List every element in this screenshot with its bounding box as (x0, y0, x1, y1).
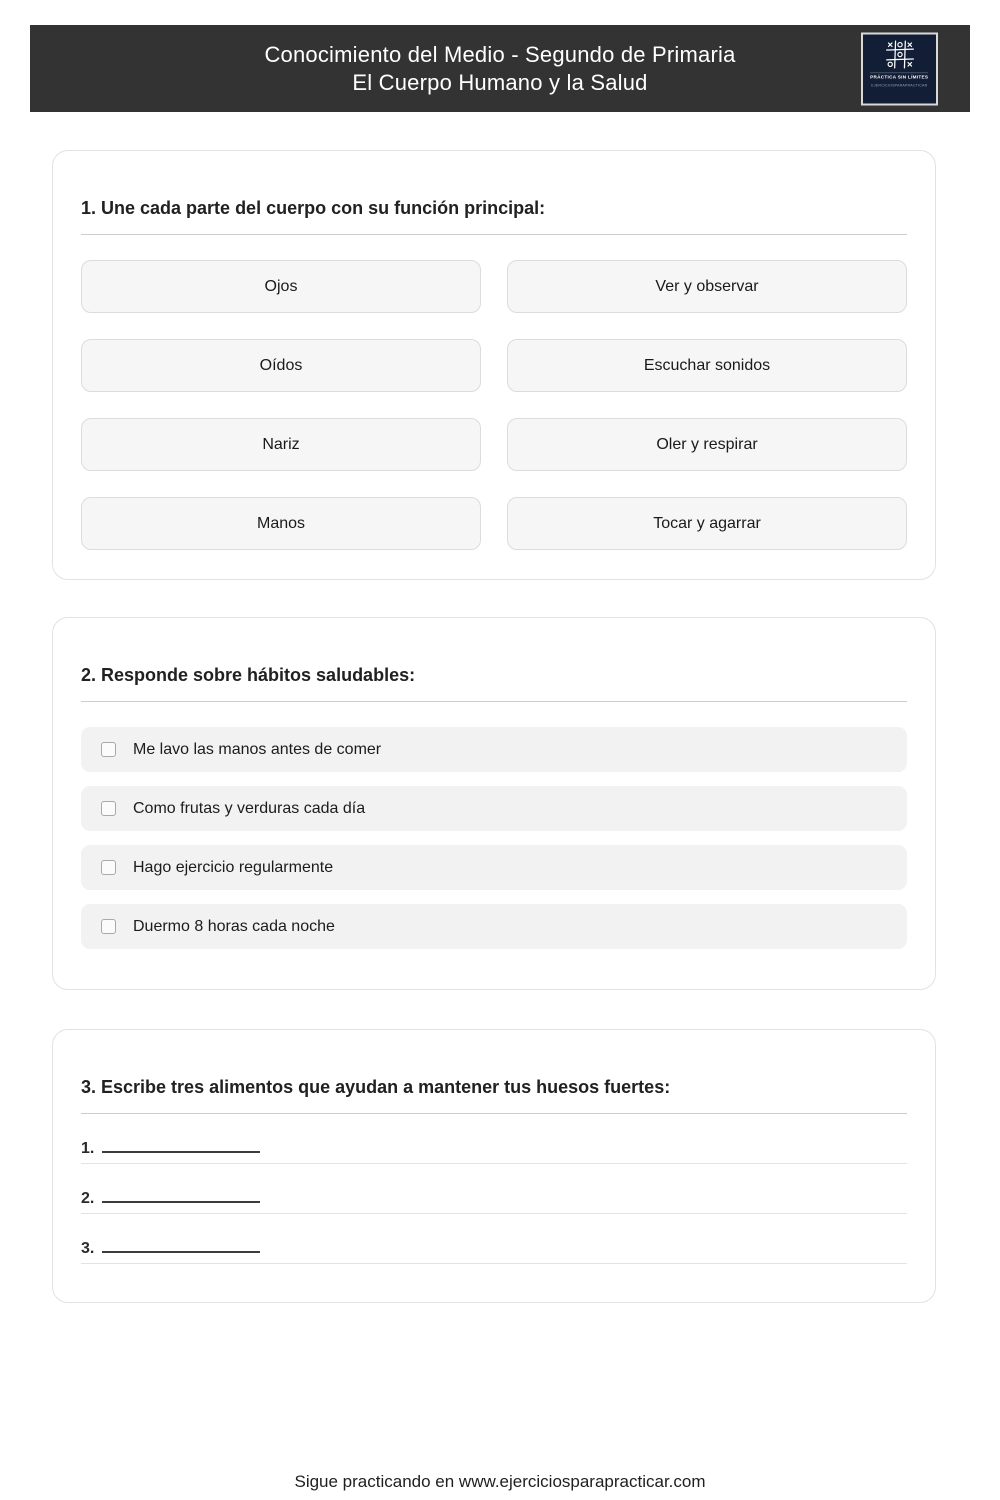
checkbox[interactable] (101, 860, 116, 875)
answer-blank[interactable] (102, 1140, 260, 1153)
answer-number: 1. (81, 1140, 95, 1157)
section-divider (81, 234, 907, 235)
habit-label: Como frutas y verduras cada día (133, 799, 366, 817)
match-box-body-part[interactable]: Oídos (81, 339, 481, 392)
answer-blank[interactable] (102, 1240, 260, 1253)
checkbox[interactable] (101, 742, 116, 757)
worksheet-title: Conocimiento del Medio - Segundo de Primaria (264, 41, 736, 67)
match-box-function[interactable]: Escuchar sonidos (507, 339, 907, 392)
match-box-body-part[interactable]: Nariz (81, 418, 481, 471)
section-matching (52, 150, 936, 580)
habit-row[interactable] (81, 786, 907, 831)
answer-number: 3. (81, 1240, 95, 1257)
section-foods-title: 3. Escribe tres alimentos que ayudan a mantener tus huesos fuertes: (81, 1077, 671, 1097)
habit-row[interactable] (81, 904, 907, 949)
section-habits-title: 2. Responde sobre hábitos saludables: (81, 665, 416, 685)
match-grid (81, 260, 907, 550)
logo-brand-text: PRÁCTICA SIN LÍMITES (870, 73, 929, 79)
habit-label: Hago ejercicio regularmente (133, 858, 334, 876)
footer-text: Sigue practicando en www.ejerciciosparapracticar.com (294, 1472, 706, 1491)
match-box-body-part[interactable]: Ojos (81, 260, 481, 313)
worksheet-page (0, 25, 1000, 1494)
worksheet-subtitle: El Cuerpo Humano y la Salud (352, 69, 648, 95)
checkbox[interactable] (101, 919, 116, 934)
habit-label: Duermo 8 horas cada noche (133, 917, 335, 935)
habit-row[interactable] (81, 845, 907, 890)
tic-tac-toe-icon (884, 38, 916, 70)
answer-row (81, 1240, 907, 1264)
section-divider (81, 701, 907, 702)
match-box-function[interactable]: Oler y respirar (507, 418, 907, 471)
brand-logo (861, 32, 938, 105)
match-box-function[interactable]: Tocar y agarrar (507, 497, 907, 550)
footer (0, 1470, 1000, 1494)
section-foods (52, 1029, 936, 1303)
checkbox[interactable] (101, 801, 116, 816)
match-box-function[interactable]: Ver y observar (507, 260, 907, 313)
answer-row (81, 1190, 907, 1214)
habit-row[interactable] (81, 727, 907, 772)
answer-row (81, 1140, 907, 1164)
header (30, 25, 970, 112)
section-habits (52, 617, 936, 990)
match-box-body-part[interactable]: Manos (81, 497, 481, 550)
section-divider (81, 1113, 907, 1114)
answer-blank[interactable] (102, 1190, 260, 1203)
habit-label: Me lavo las manos antes de comer (133, 740, 382, 758)
section-matching-title: 1. Une cada parte del cuerpo con su función principal: (81, 198, 546, 218)
logo-website-text: EJERCICIOSPARAPRACTICAR (871, 83, 928, 88)
answer-number: 2. (81, 1190, 95, 1207)
